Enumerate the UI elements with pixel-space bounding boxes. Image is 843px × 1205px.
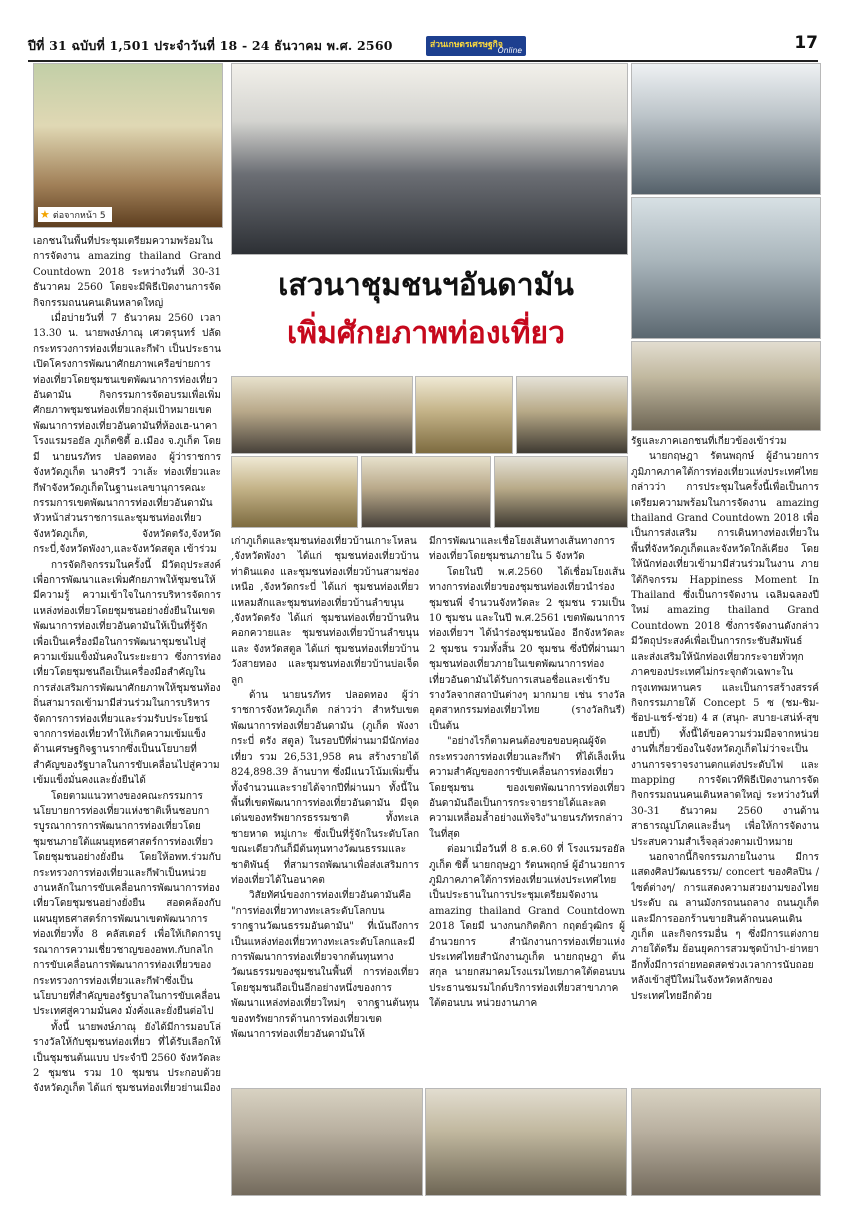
paragraph: ด้าน นายนรภัทร ปลอดทอง ผู้ว่าราชการจังหวัดภูเก็ต กล่าวว่า สำหรับเขตพัฒนาการท่องเที่ยวอันดามัน (ภูเก็ต พังงา กระบี่ ตรัง สตูล) ในรอบปีที่ผ่านมามีนักท่องเที่ยว รวม 26,531,958 คน สร้างรายได้ 824,898.39 ล้านบาท ซึ่งมีแนวโน้มเพิ่มขึ้นทั้งจำนวนและรายได้จากปีที่ผ่านมา ทั้งนี้ในพื้นที่เขตพัฒนาการท่องเที่ยวอันดามัน มีจุดเด่นของทรัพยากรธรรมชาติ ทั้งทะเล ชายหาด หมู่เกาะ ซึ่งเป็นที่รู้จักในระดับโลก ขณะเดียวกันก็มีต้นทุนทางวัฒนธรรมและชาติพันธุ์ ที่สามารถพัฒนาเพื่อส่งเสริมการท่องเที่ยวได้ในอนาคต	[231, 690, 419, 886]
workshop-photo-3	[631, 1088, 821, 1196]
star-icon: ★	[40, 208, 50, 221]
speaker-photo	[33, 63, 223, 228]
award-photo-6	[494, 456, 628, 528]
newspaper-logo	[426, 36, 526, 56]
paragraph: นายกฤษฎา รัตนพฤกษ์ ผู้อำนวยการภูมิภาคภาคใต้การท่องเที่ยวแห่งประเทศไทย กล่าวว่า การประชุมในครั้งนี้เพื่อเป็นการเตรียมความพร้อมในการจัดงาน amazing thailand Grand Countdown 2018 เพื่อเป็นการส่งเสริม การเดินทางท่องเที่ยวในพื้นที่จังหวัดภูเก็ตและจังหวัดใกล้เคียง โดยให้นักท่องเที่ยวเข้ามามีส่วนร่วมในงาน ภายใต้กิจกรรม Happiness Moment In Thailand ซึ่งเป็นการจัดงาน เฉลิมฉลองปีใหม่ amazing thailand Grand Countdown 2018 ซึ่งการจัดงานดังกล่าวมีวัตถุประสงค์เพื่อเป็นการกระชับสัมพันธ์และส่งเสริมให้นักท่องเที่ยวกระจายทั่วทุกภาคของประเทศไม่กระจุกตัวเฉพาะในกรุงเทพมหานคร และเป็นการสร้างสรรค์กิจกรรมภายใต้ Concept 5 ซ (ชม-ชิม-ช้อป-แชร์-ช่วย) 4 ส (สนุก- สบาย-เสน่ห์-สุขแฮปปี้) ทั้งนี้ได้ขอความร่วมมือจากหน่วยงานที่เกี่ยวข้องในจังหวัดภูเก็ตไม่ว่าจะเป็นงานการจราจรงานตกแต่งประดับไฟ และ mapping การจัดเวทีพิธีเปิดงานการจัดกิจกรรมถนนคนเดินหลาดใหญ่ ระหว่างวันที่ 30-31 ธันวาคม 2560 งานด้านสาธารณูปโภคและอื่นๆ เพื่อให้การจัดงานประสบความสำเร็จลุล่วงตามเป้าหมาย	[631, 451, 819, 848]
paragraph: ต่อมาเมื่อวันที่ 8 ธ.ค.60 ที่ โรงแรมรอยัล ภูเก็ต ซิตี้ นายกฤษฎา รัตนพฤกษ์ ผู้อำนวยการภูมิภาคภาคใต้การท่องเที่ยวแห่งประเทศไทย เป็นประธานในการประชุมเตรียมจัดงาน amazing thailand Grand Countdown 2018 โดยมี นางกนกกิตติกา กฤตย์วุฒิกร ผู้อำนวยการ สำนักงานการท่องเที่ยวแห่งประเทศไทยสำนักงานภูเก็ต นายกฤษฎา ต้นสกุล นายกสมาคมโรงแรมไทยภาคใต้ตอนบน ประธานชมรมไกด์บริการท่องเที่ยวสาขาภาคใต้ตอนบน หน่วยงานภาค	[429, 844, 625, 1010]
workshop-photo-1	[231, 1088, 423, 1196]
logo-thai-text: ส่วนเกษตรเศรษฐกิจ	[430, 40, 503, 50]
audience-photo	[631, 341, 821, 431]
headline-line-1: เสวนาชุมชนฯอันดามัน	[278, 268, 574, 303]
paragraph: ทั้งนี้ นายพงษ์ภาณุ ยังได้มีการมอบโล่รางวัลให้กับชุมชนท่องเที่ยว ที่ได้รับเลือกให้เป็นชุมชนต้นแบบ ประจำปี 2560 จังหวัดละ 2 ชุมชน รวม 10 ชุมชน ประกอบด้วย จังหวัดภูเก็ต ได้แก่ ชุมชนท่องเที่ยวย่านเมือง	[33, 1021, 221, 1095]
paragraph: เก่าภูเก็ตและชุมชนท่องเที่ยวบ้านเกาะโหลน ,จังหวัดพังงา ได้แก่ ชุมชนท่องเที่ยวบ้านท่าดินแดง และชุมชนท่องเที่ยวบ้านสามช่องเหนือ ,จังหวัดกระบี่ ได้แก่ ชุมชนท่องเที่ยวแหลมสักและชุมชนท่องเที่ยวบ้านลำขนุน ,จังหวัดตรัง ได้แก่ ชุมชนท่องเที่ยวบ้านหินคอกควายและ ชุมชนท่องเที่ยวบ้านลำขนุน และ จังหวัดสตูล ได้แก่ ชุมชนท่องเที่ยวบ้านวังสายทอง และชุมชนท่องเที่ยวบ้านบ่อเจ็ดลูก	[231, 536, 419, 686]
article-column-2	[231, 534, 419, 1082]
article-column-4	[631, 434, 819, 1084]
article-column-3	[429, 534, 625, 1082]
paragraph: วิสัยทัศน์ของการท่องเที่ยวอันดามันคือ "การท่องเที่ยวทางทะเลระดับโลกบนรากฐานวัฒนธรรมอันดามัน" ที่เน้นถึงการเป็นแหล่งท่องเที่ยวทางทะเลระดับโลกและมีการพัฒนาการท่องเที่ยวจากต้นทุนทางวัฒนธรรมของชุมชนในพื้นที่ การท่องเที่ยวโดยชุมชนถือเป็นอีกอย่างหนึ่งของการพัฒนาแหล่งท่องเที่ยวใหม่ๆ จากฐานต้นทุนของทรัพยากรด้านการท่องเที่ยวเขตพัฒนาการท่องเที่ยวอันดามันให้	[231, 890, 419, 1040]
meeting-photo	[631, 197, 821, 339]
award-photo-4	[231, 456, 358, 528]
paragraph: "อย่างไรก็ตามคนต้องขอขอบคุณผู้จัดกระทรวงการท่องเที่ยวและกีฬา ที่ได้เล็งเห็นความสำคัญของการขับเคลื่อนการท่องเที่ยวโดยชุมชน ของเขตพัฒนาการท่องเที่ยวอันดามันถือเป็นการกระจายรายได้และลดความเหลื่อมล้ำอย่างแท้จริง"นายนรภัทรกล่าวในที่สุด	[429, 736, 625, 840]
logo-online-text: Online	[497, 46, 522, 55]
header-rule	[28, 60, 818, 62]
issue-line: ปีที่ 31 ฉบับที่ 1,501 ประจำวันที่ 18 - 24 ธันวาคม พ.ศ. 2560	[28, 38, 393, 53]
continue-tag	[38, 207, 112, 222]
award-photo-5	[361, 456, 491, 528]
paragraph: นอกจากนี้กิจกรรมภายในงาน มีการแสดงศิลปวัฒนธรรม/ concert ของศิลปิน / ไซต์ต่างๆ/ การแสดงความสวยงามของไทยประดับ ณ ลานมังกรถนนถลาง ถนนภูเก็ต และมีการออกร้านขายสินค้าถนนคนเดินภูเก็ต และกิจกรรมอื่น ๆ ซึ่งมีการแต่งกายภายใต้ดรีม ย้อนยุคการสวมชุดบ้าบ๋า-ย่าหยา อีกทั้งมีการถ่ายทอดสดช่วงเวลาการนับถอยหลังเข้าสู่ปีใหม่ในจังหวัดหลักของประเทศไทยอีกด้วย	[631, 851, 819, 1002]
paragraph: มีการพัฒนาและเชื่อโยงเส้นทางเส้นทางการท่องเที่ยวโดยชุมชนภายใน 5 จังหวัด	[429, 536, 615, 563]
continue-label: ต่อจากหน้า 5	[52, 211, 106, 221]
paragraph: การจัดกิจกรรมในครั้งนี้ มีวัตถุประสงค์เพื่อการพัฒนาและเพิ่มศักยภาพให้ชุมชนให้มีความรู้ ความเข้าใจในการบริหารจัดการแหล่งท่องเที่ยวโดยชุมชนอย่างยั่งยืนในเขตพัฒนาการท่องเที่ยวอันดามันให้เป็นที่รู้จัก เพื่อเป็นเครื่องมือในการพัฒนาชุมชนไปสู่ความเข้มแข็งมั่นคงในระยะยาว ซึ่งการท่องเที่ยวโดยชุมชนถือเป็นเครื่องมือสำคัญในการส่งเสริมการพัฒนาศักยภาพให้ชุมชนท้องถิ่นสามารถเข้ามามีส่วนร่วมในการบริหารจัดการการท่องเที่ยวและร่วมรับประโยชน์จากการท่องเที่ยวทำให้เกิดความเข้มแข็งด้านเศรษฐกิจฐานรากซึ่งเป็นนโยบายที่สำคัญของรัฐบาลในการขับเคลื่อนไปสู่ความเข้มแข็งมั่นคงและยั่งยืนได้	[33, 559, 221, 787]
paragraph: โดยในปี พ.ศ.2560 ได้เชื่อมโยงเส้นทางการท่องเที่ยวของชุมชนท่องเที่ยวนำร่องชุมชนพี่ จำนวนจังหวัดละ 2 ชุมชน รวมเป็น 10 ชุมชน และในปี พ.ศ.2561 เขตพัฒนาการท่องเที่ยวฯ ได้นำร่องชุมชนน้อง อีกจังหวัดละ 2 ชุมชน รวมทั้งสิ้น 20 ชุมชน ซึ่งปีที่ผ่านมาชุมชนท่องเที่ยวภายในเขตพัฒนาการท่องเที่ยวอันดามันได้รับการเสนอชื่อและเข้ารับรางวัลจากสถาบันต่างๆ มากมาย เช่น รางวัลอุตสาหกรรมท่องเที่ยวไทย (รางวัลกินรี) เป็นต้น	[429, 566, 625, 732]
podium-photo	[631, 63, 821, 195]
page-number: 17	[794, 33, 818, 53]
paragraph: โดยตามแนวทางของคณะกรรมการนโยบายการท่องเที่ยวแห่งชาติเห็นชอบการบูรณาการการพัฒนาการท่องเที่ยวโดยชุมชนภายใต้แผนยุทธศาสตร์การท่องเที่ยวโดยชุมชนอย่างยั่งยืน โดยให้อพท.ร่วมกับกระทรวงการท่องเที่ยวและกีฬาเป็นหน่วยงานหลักในการขับเคลื่อนการพัฒนาการท่องเที่ยวโดยชุมชนอย่างยั่งยืน สอดคล้องกับแผนยุทธศาสตร์การพัฒนาเขตพัฒนาการท่องเที่ยวทั้ง 8 คลัสเตอร์ เพื่อให้เกิดการบูรณาการความเชี่ยวชาญของอพท.กับกลไกการขับเคลื่อนการพัฒนาการท่องเที่ยวของกระทรวงการท่องเที่ยวและกีฬาซึ่งเป็นนโยบายที่สำคัญของรัฐบาลในการขับเคลื่อนประเทศสู่ความมั่นคง มั่งคั่งและยั่งยืนต่อไป	[33, 790, 221, 1018]
award-photo-3	[516, 376, 628, 454]
article-column-1	[33, 234, 221, 1198]
award-photo-1	[231, 376, 413, 454]
group-photo	[231, 63, 628, 255]
paragraph: เมื่อบ่ายวันที่ 7 ธันวาคม 2560 เวลา 13.30 น. นายพงษ์ภาณุ เศวตรุนทร์ ปลัดกระทรวงการท่องเที่ยวและกีฬา เป็นประธานเปิดโครงการพัฒนาศักยภาพเครือข่ายการท่องเที่ยวโดยชุมชนเขตพัฒนาการท่องเที่ยวอันดามัน กิจกรรมการจัดอบรมเพื่อเพิ่มศักยภาพชุมชนท่องเที่ยวกลุ่มเป้าหมายเขตพัฒนาการท่องเที่ยวอันดามันที่ห้องเฮ-นาคา โรงแรมรอยัล ภูเก็ตซิตี้ อ.เมือง จ.ภูเก็ต โดยมี นายนรภัทร ปลอดทอง ผู้ว่าราชการจังหวัดภูเก็ต นางศิรวี วาเล้ะ ท่องเที่ยวและกีฬาจังหวัดภูเก็ตในฐานะเลขานุการคณะกรรมการเขตพัฒนาการท่องเที่ยวอันดามัน หัวหน้าส่วนราชการและชุมชนท่องเที่ยวจังหวัดภูเก็ต, จังหวัดตรัง,จังหวัดกระบี่,จังหวัดพังงา,และจังหวัดสตูล เข้าร่วม	[33, 313, 221, 556]
paragraph: รัฐและภาคเอกชนที่เกี่ยวข้องเข้าร่วม	[631, 436, 787, 447]
page-header	[28, 33, 818, 58]
paragraph: เอกชนในพื้นที่ประชุมเตรียมความพร้อมในการจัดงาน amazing thailand Grand Countdown 2018 ระหว่างวันที่ 30-31 ธันวาคม 2560 โดยจะมีพิธีเปิดงานการจัดกิจกรรมถนนคนเดินหลาดใหญ่	[33, 236, 221, 309]
workshop-photo-2	[425, 1088, 627, 1196]
award-photo-2	[415, 376, 513, 454]
headline-line-2: เพิ่มศักยภาพท่องเที่ยว	[287, 316, 565, 351]
